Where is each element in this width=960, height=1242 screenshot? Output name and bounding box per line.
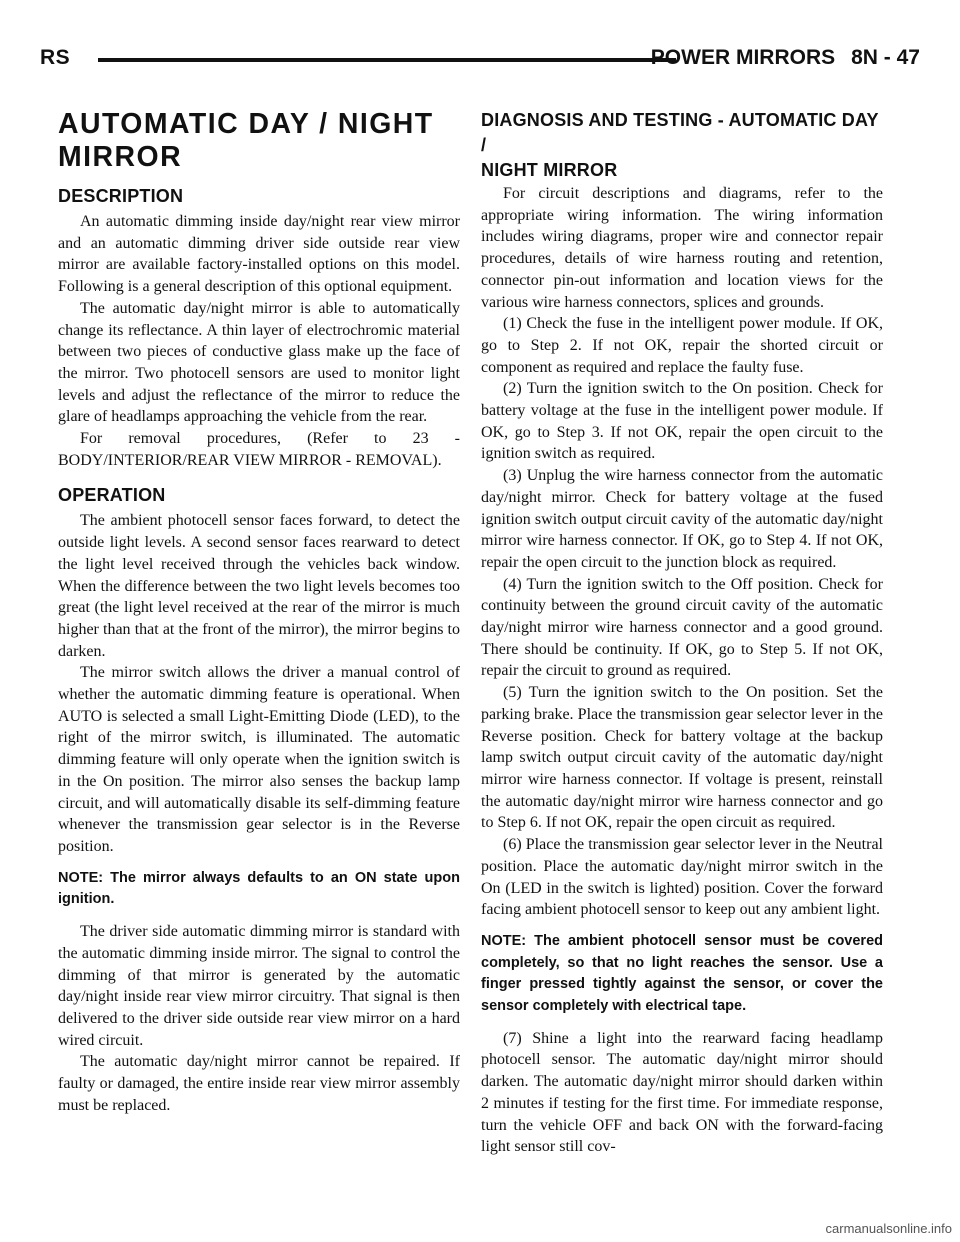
diagnosis-heading: [481, 108, 883, 183]
section-title: POWER MIRRORS: [650, 46, 836, 69]
test-step: (3) Unplug the wire harness connector from the automatic day/night mirror. Check for battery voltage at the fused ignition switch output circuit cavity of the automatic day/night mirror wire harness connector. If OK, go to Step 4. If not OK, repair the open circuit to the junction block as required.: [481, 467, 883, 571]
article-title-line-1: AUTOMATIC DAY / NIGHT: [58, 108, 434, 140]
header-rule: [98, 58, 676, 62]
test-step: (4) Turn the ignition switch to the Off position. Check for continuity between the ground circuit cavity of the automatic day/night mirror wire harness connector and a good ground. There should be continuity. If OK, go to Step 5. If not OK, repair the circuit to ground as required.: [481, 575, 883, 680]
operation-paragraph: The automatic day/night mirror cannot be repaired. If faulty or damaged, the entire inside rear view mirror assembly must be replaced.: [58, 1053, 460, 1114]
operation-heading: OPERATION: [58, 485, 166, 506]
right-column: [481, 108, 883, 1158]
page-number: 8N - 47: [851, 46, 920, 69]
test-step: (5) Turn the ignition switch to the On position. Set the parking brake. Place the transmission gear selector lever in the Reverse position. Check for battery voltage at the backup lamp switch output circuit cavity of the automatic day/night mirror wire harness connector. If voltage is present, reinstall the automatic day/night mirror wire harness connector and go to Step 6. If not OK, repair the open circuit as required.: [481, 684, 883, 832]
description-paragraph: For removal procedures, (Refer to 23 - BODY/INTERIOR/REAR VIEW MIRROR - REMOVAL).: [58, 430, 460, 469]
page-header: [40, 42, 920, 78]
vehicle-code: RS: [40, 46, 71, 69]
description-paragraph: An automatic dimming inside day/night rear view mirror and an automatic dimming driver side outside rear view mirror are available factory-installed options on this model. Following is a general description of this optional equipment.: [58, 213, 460, 296]
operation-note: NOTE: The mirror always defaults to an ON state upon ignition.: [58, 869, 460, 908]
test-step: (7) Shine a light into the rearward facing headlamp photocell sensor. The automatic day/night mirror should darken. The automatic day/night mirror should darken within 2 minutes if testing for the first time. For immediate response, turn the vehicle OFF and back ON with the forward-facing light sensor still cov-: [481, 1029, 883, 1156]
diagnosis-heading-line-2: NIGHT MIRROR: [481, 160, 618, 180]
operation-paragraph: The mirror switch allows the driver a manual control of whether the automatic dimming feature is operational. When AUTO is selected a small Light-Emitting Diode (LED), to the right of the mirror switch, is illuminated. The automatic dimming feature will only operate when the ignition switch is in the On position. The mirror also senses the backup lamp circuit, and will automatically disable its self-dimming feature whenever the transmission gear selector is in the Reverse position.: [58, 664, 460, 855]
left-column: [58, 108, 460, 1116]
operation-paragraph: The ambient photocell sensor faces forward, to detect the outside light levels. A second sensor faces rearward to detect the light level received through the vehicles back window. When the difference between the two light levels becomes too great (the light level received at the rear of the mirror is much higher than that at the front of the mirror), the mirror begins to darken.: [58, 512, 460, 660]
article-title-line-2: MIRROR: [58, 141, 183, 173]
diagnosis-note: NOTE: The ambient photocell sensor must be covered completely, so that no light reaches the sensor. Use a finger pressed tightly against the sensor, or cover the sensor completely with electrical tape.: [481, 932, 883, 1015]
article-title: [58, 108, 452, 174]
watermark: carmanualsonline.info: [825, 1221, 952, 1236]
test-step: (2) Turn the ignition switch to the On position. Check for battery voltage at the fuse in the intelligent power module. If OK, go to Step 3. If not OK, repair the open circuit to the ignition switch as required.: [481, 380, 883, 463]
diagnosis-heading-line-1: DIAGNOSIS AND TESTING - AUTOMATIC DAY /: [481, 110, 879, 155]
operation-paragraph: The driver side automatic dimming mirror is standard with the automatic dimming inside mirror. The signal to control the dimming of that mirror is generated by the automatic day/night inside rear view mirror circuitry. That signal is then delivered to the driver side outside rear view mirror on a hard wired circuit.: [58, 923, 460, 1049]
header-right: [651, 46, 920, 70]
test-step: (6) Place the transmission gear selector lever in the Neutral position. Place the automatic day/night mirror switch in the On (LED in the switch is lighted) position. Cover the forward facing ambient photocell sensor to keep out any ambient light.: [481, 836, 883, 919]
description-paragraph: The automatic day/night mirror is able to automatically change its reflectance. A thin layer of electrochromic material between two pieces of conductive glass make up the face of the mirror. Two photocell sensors are used to monitor light levels and adjust the reflectance of the mirror to reduce the glare of headlamps approaching the vehicle from the rear.: [58, 299, 460, 426]
diagnosis-paragraph: For circuit descriptions and diagrams, refer to the appropriate wiring information. The wiring information includes wiring diagrams, proper wire and connector repair procedures, details of wire harness routing and retention, connector pin-out information and location views for the various wire harness connectors, splices and grounds.: [481, 185, 883, 311]
test-step: (1) Check the fuse in the intelligent power module. If OK, go to Step 2. If not OK, repair the shorted circuit or component as required and replace the faulty fuse.: [481, 315, 883, 376]
description-heading: DESCRIPTION: [58, 186, 184, 206]
